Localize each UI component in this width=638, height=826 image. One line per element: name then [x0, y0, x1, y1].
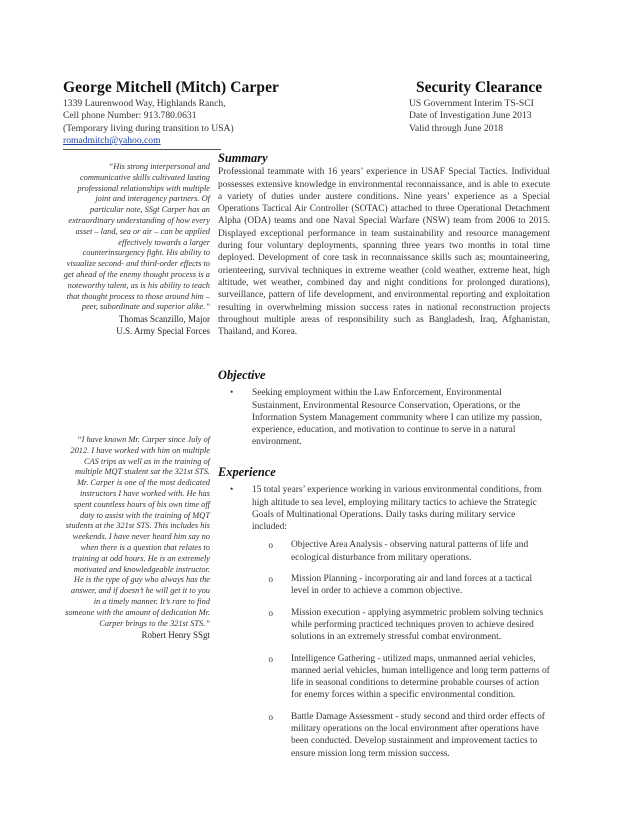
objective-heading: Objective — [218, 368, 266, 382]
testimonial-1-author: Thomas Scanzillo, Major — [118, 314, 210, 325]
security-clearance-heading: Security Clearance — [416, 79, 543, 96]
living-note: (Temporary living during transition to USA) — [63, 122, 234, 134]
task-text: Mission execution - applying asymmetric problem solving technics while performing practiced techniques proven to achieve desired solutions in an extremely stressful combat environment. — [291, 607, 544, 643]
list-item — [218, 573, 550, 598]
list-item — [218, 653, 550, 702]
contact-block — [63, 98, 393, 148]
clearance-block — [409, 98, 589, 135]
summary-heading: Summary — [218, 151, 268, 165]
summary-section — [218, 152, 550, 338]
experience-section — [218, 466, 550, 769]
testimonial-1-author-unit: U.S. Army Special Forces — [116, 326, 210, 337]
experience-item — [218, 484, 550, 533]
experience-task-list — [218, 539, 550, 759]
circle-bullet-icon: o — [268, 540, 273, 551]
task-text: Battle Damage Assessment - study second and third order effects of military operations on the local environment after operations have been conducted. Develop sustainment and improvement tactics to ensure mission long term mission success. — [291, 711, 545, 759]
objective-section — [218, 369, 550, 449]
investigation-date: Date of Investigation June 2013 — [409, 110, 532, 122]
bullet-icon: • — [230, 485, 234, 496]
task-text: Intelligence Gathering - utilized maps, unmanned aerial vehicles, manned aerial vehicles, human intelligence and long term patterns of life in seasonal conditions to determine probable courses of action for enemy forces within a specific environmental condition. — [291, 653, 550, 701]
task-text: Mission Planning - incorporating air and land forces at a tactical level in order to achieve a common objective. — [291, 574, 533, 597]
sidebar-divider — [63, 149, 221, 150]
testimonial-2-text: “I have known Mr. Carper since July of 2012. I have worked with him on multiple CAS trips as well as in the training of multiple MQT student sat the 321st STS. Mr. Carper is one of the most dedicated instructors I have worked with. He has spent countless hours of his own time off duty to assist with the training of MQT students at the 321st STS. This includes his weekends. I have never heard him say no when there is a question that relates to training at odd hours. He is an extremely motivated and knowledgeable instructor. He is the type of guy who always has the answer, and if doesn’t he will get it to you in a timely manner. It’s rare to find someone with the amount of dedication Mr. Carper brings to the 321st STS.” — [65, 435, 210, 628]
circle-bullet-icon: o — [268, 711, 273, 722]
testimonial-1-text: “His strong interpersonal and communicative skills cultivated lasting professional relationships with multiple joint and interagency partners. Of particular note, SSgt Carper has an extraordinary understanding of how every asset – land, sea or air – can be applied effectively towards a larger counterinsurgency fight. His ability to visualize second- and third-order effects to get ahead of the enemy thought process is a noteworthy talent, as is his ability to teach that thought process to those around him – peer, subordinate and superior alike.” — [63, 162, 210, 312]
circle-bullet-icon: o — [268, 574, 273, 585]
clearance-validity: Valid through June 2018 — [409, 122, 504, 134]
email-link[interactable]: romadmitch@yahoo.com — [63, 135, 161, 147]
testimonial-2 — [63, 435, 210, 641]
testimonial-2-author: Robert Henry SSgt — [141, 630, 210, 641]
list-item — [218, 607, 550, 644]
objective-text: Seeking employment within the Law Enforcement, Environmental Sustainment, Environmental Resource Conservation, Operations, or the Information System Management community where I can utilize my passion, experience, education, and motivation to continue to serve in a natural environment. — [252, 388, 543, 448]
address: 1339 Laurenwood Way, Highlands Ranch, — [63, 98, 226, 109]
testimonial-1 — [63, 162, 210, 337]
experience-heading: Experience — [218, 465, 276, 479]
summary-body: Professional teammate with 16 years’ experience in USAF Special Tactics. Individual possesses extensive knowledge in environmental reconnaissance, and is able to execute a variety of duties under austere conditions. Nine years’ experience as a Special Operations Tactical Air Controller (SOTAC) attached to three Operational Detachment Alpha (ODA) teams and one Naval Special Warfare (NSW) team from 2006 to 2015. Displayed exceptional performance in team sustainability and resource management during four voluntary deployments, spanning three years two months in total time deployed. Development of core task in reconnaissance skills such as; mountaineering, orienteering, survival techniques in extreme weather (cold weather, extreme heat, high altitude, wet weather, combined day and night conditions for prolonged durations), surveillance, pattern of life development, and environmental reporting and exploitation resulting in overwhelming mission success rates in national reconstruction projects throughout multiple areas of responsibility such as Bangladesh, Iraq, Afghanistan, Thailand, and Korea. — [218, 167, 550, 338]
clearance-level: US Government Interim TS-SCI — [409, 98, 534, 109]
circle-bullet-icon: o — [268, 607, 273, 618]
list-item — [218, 539, 550, 564]
circle-bullet-icon: o — [268, 653, 273, 664]
phone: Cell phone Number: 913.780.0631 — [63, 110, 197, 122]
candidate-name: George Mitchell (Mitch) Carper — [63, 79, 280, 96]
objective-item — [218, 387, 550, 448]
list-item — [218, 711, 550, 760]
experience-intro: 15 total years’ experience working in various environmental conditions, from high altitude to sea level, employing military tactics to achieve the Strategic Goals of Multinational Operations. Daily tasks during military service included: — [252, 485, 542, 533]
bullet-icon: • — [230, 388, 234, 399]
task-text: Objective Area Analysis - observing natural patterns of life and ecological disturbance from military operations. — [291, 540, 529, 563]
